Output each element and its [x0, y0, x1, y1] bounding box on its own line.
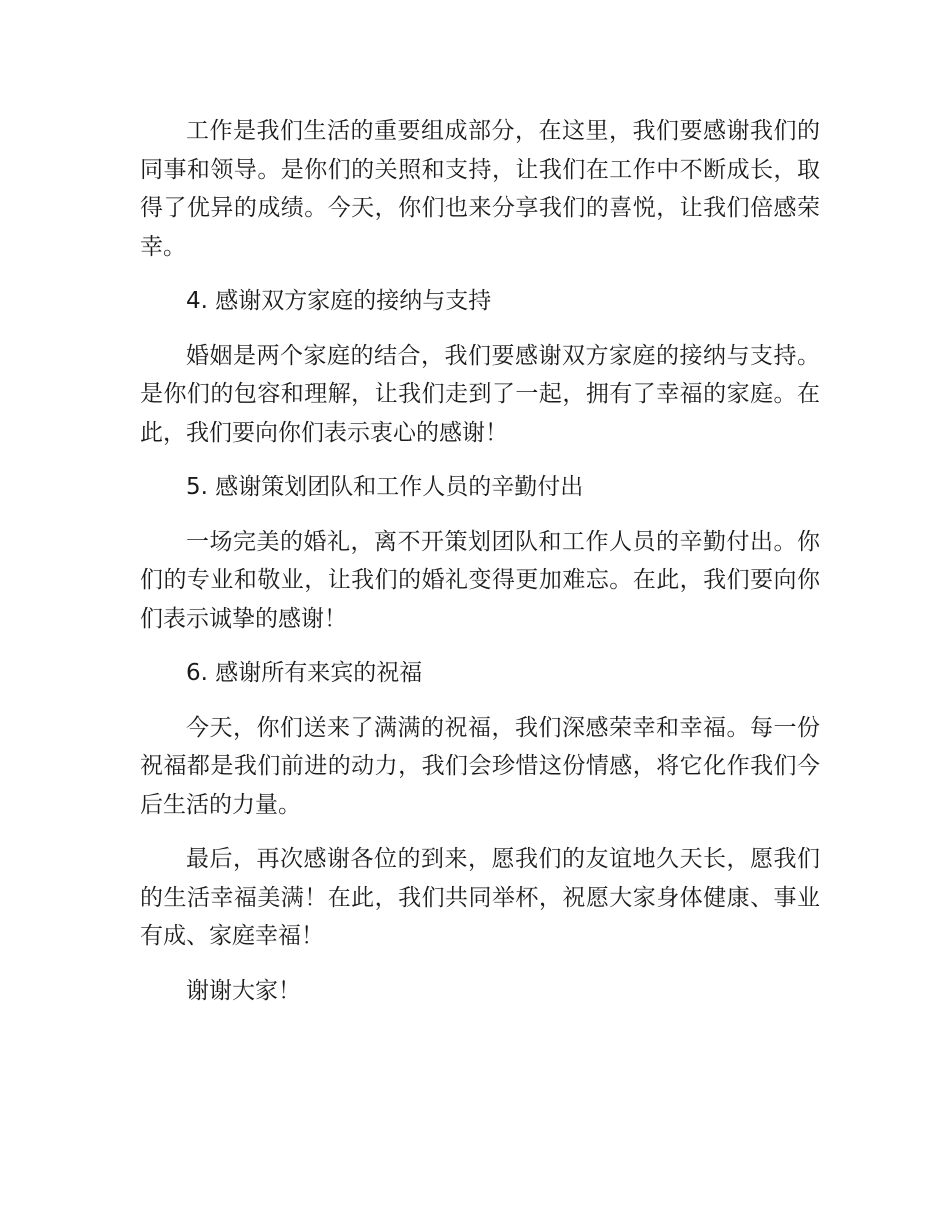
paragraph-guests-thanks: 今天，你们送来了满满的祝福，我们深感荣幸和幸福。每一份祝福都是我们前进的动力，我们会珍惜这份情感，将它化作我们今后生活的力量。	[140, 714, 820, 818]
paragraph-final-thanks: 谢谢大家！	[186, 977, 301, 1004]
heading-guests-thanks: 6. 感谢所有来宾的祝福	[186, 660, 423, 686]
paragraph-team-thanks: 一场完美的婚礼，离不开策划团队和工作人员的辛勤付出。你们的专业和敬业，让我们的婚礼变得更加难忘。在此，我们要向你们表示诚挚的感谢！	[140, 528, 820, 632]
paragraph-closing: 最后，再次感谢各位的到来，愿我们的友谊地久天长，愿我们的生活幸福美满！在此，我们共同举杯，祝愿大家身体健康、事业有成、家庭幸福！	[140, 846, 820, 949]
paragraph-family-thanks: 婚姻是两个家庭的结合，我们要感谢双方家庭的接纳与支持。是你们的包容和理解，让我们走到了一起，拥有了幸福的家庭。在此，我们要向你们表示衷心的感谢！	[140, 342, 820, 446]
heading-team-thanks: 5. 感谢策划团队和工作人员的辛勤付出	[186, 474, 584, 500]
paragraph-work-thanks: 工作是我们生活的重要组成部分，在这里，我们要感谢我们的同事和领导。是你们的关照和支持，让我们在工作中不断成长，取得了优异的成绩。今天，你们也来分享我们的喜悦，让我们倍感荣幸。	[140, 118, 820, 260]
heading-family-thanks: 4. 感谢双方家庭的接纳与支持	[186, 288, 492, 314]
document-page	[140, 112, 820, 1010]
